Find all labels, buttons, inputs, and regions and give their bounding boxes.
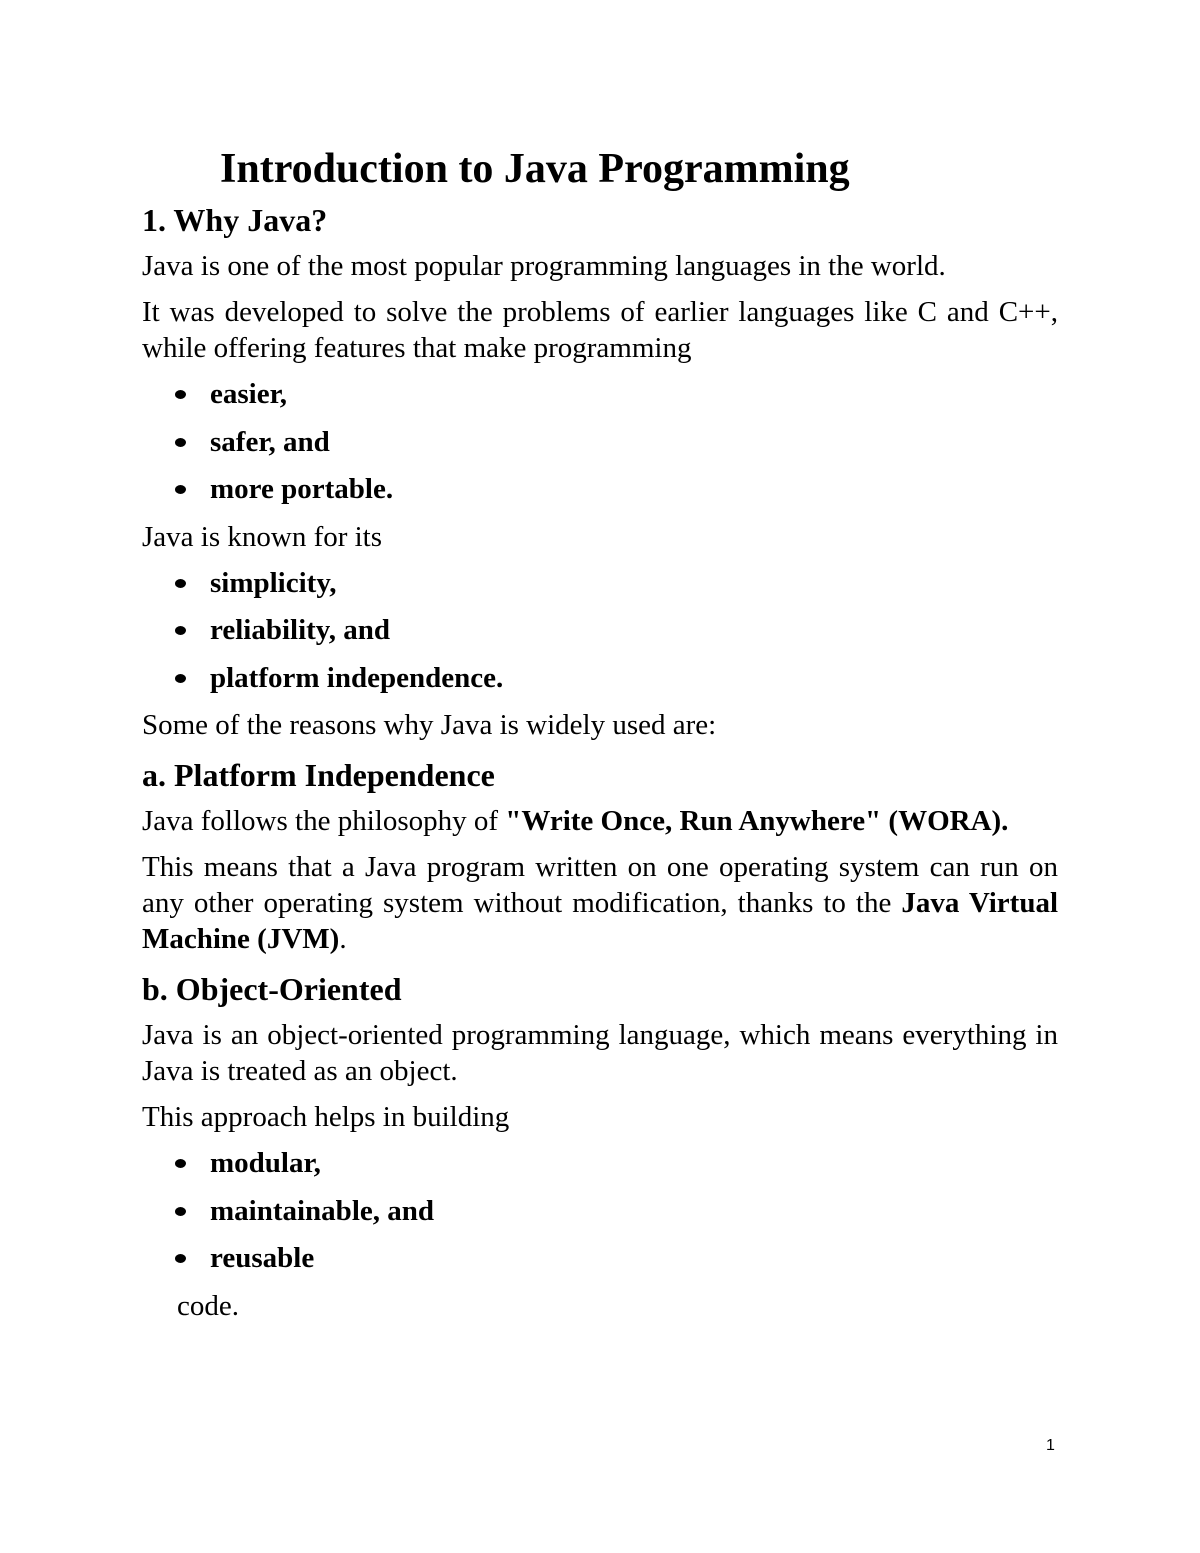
list-item (142, 660, 1058, 696)
paragraph-java-developed: It was developed to solve the problems of earlier languages like C and C++, while offering features that make programming (142, 296, 1058, 364)
paragraph-wora (142, 803, 1058, 839)
subsection-heading-object-oriented: b. Object-Oriented (142, 971, 402, 1007)
list-item-text: easier, (210, 378, 288, 410)
feature-list-known-for (142, 565, 1058, 696)
list-item-text: platform independence. (210, 661, 504, 694)
feature-list-code-qualities (142, 1145, 1058, 1276)
paragraph-java-popular: Java is one of the most popular programming languages in the world. (142, 250, 946, 282)
list-item-text: more portable. (210, 473, 394, 505)
list-item (142, 471, 1058, 507)
subsection-heading-platform-independence: a. Platform Independence (142, 757, 495, 793)
page-number: 1 (1046, 1437, 1055, 1454)
bullet-icon (175, 1207, 186, 1216)
bullet-icon (175, 579, 186, 588)
document-body (142, 140, 1058, 1324)
bullet-icon (175, 674, 186, 683)
list-item-text: modular, (210, 1147, 321, 1179)
paragraph-code-tail: code. (177, 1289, 239, 1322)
paragraph-text: . (339, 923, 347, 955)
paragraph-text: Java follows the philosophy of (142, 805, 506, 837)
list-item (142, 565, 1058, 601)
paragraph-jvm (142, 849, 1058, 957)
list-item (142, 612, 1058, 648)
list-item (142, 376, 1058, 412)
list-item (142, 424, 1058, 460)
list-item-text: simplicity, (210, 566, 337, 599)
paragraph-oop: Java is an object-oriented programming language, which means everything in Java is treated as an object. (142, 1019, 1058, 1087)
paragraph-text: This means that a Java program written on one operating system can run on any other operating system without modification, thanks to the (142, 851, 1058, 919)
list-item-text: reusable (210, 1242, 315, 1274)
paragraph-bold-text: "Write Once, Run Anywhere" (WORA). (505, 805, 1009, 837)
bullet-icon (175, 485, 186, 494)
list-item (142, 1240, 1058, 1276)
feature-list-programming (142, 376, 1058, 507)
paragraph-bold-text: Java Virtual Machine (JVM) (142, 887, 1058, 955)
list-item (142, 1145, 1058, 1181)
list-item-text: maintainable, and (210, 1194, 434, 1227)
document-title: Introduction to Java Programming (220, 146, 850, 192)
bullet-icon (175, 1159, 186, 1168)
paragraph-reasons: Some of the reasons why Java is widely used are: (142, 709, 717, 741)
bullet-icon (175, 438, 186, 447)
list-item-text: reliability, and (210, 614, 390, 646)
bullet-icon (175, 626, 186, 635)
list-item-text: safer, and (210, 425, 330, 458)
paragraph-known-for: Java is known for its (142, 520, 383, 553)
bullet-icon (175, 1254, 186, 1263)
list-item (142, 1193, 1058, 1229)
section-heading-why-java: 1. Why Java? (142, 202, 328, 238)
bullet-icon (175, 390, 186, 399)
paragraph-approach: This approach helps in building (142, 1101, 510, 1133)
